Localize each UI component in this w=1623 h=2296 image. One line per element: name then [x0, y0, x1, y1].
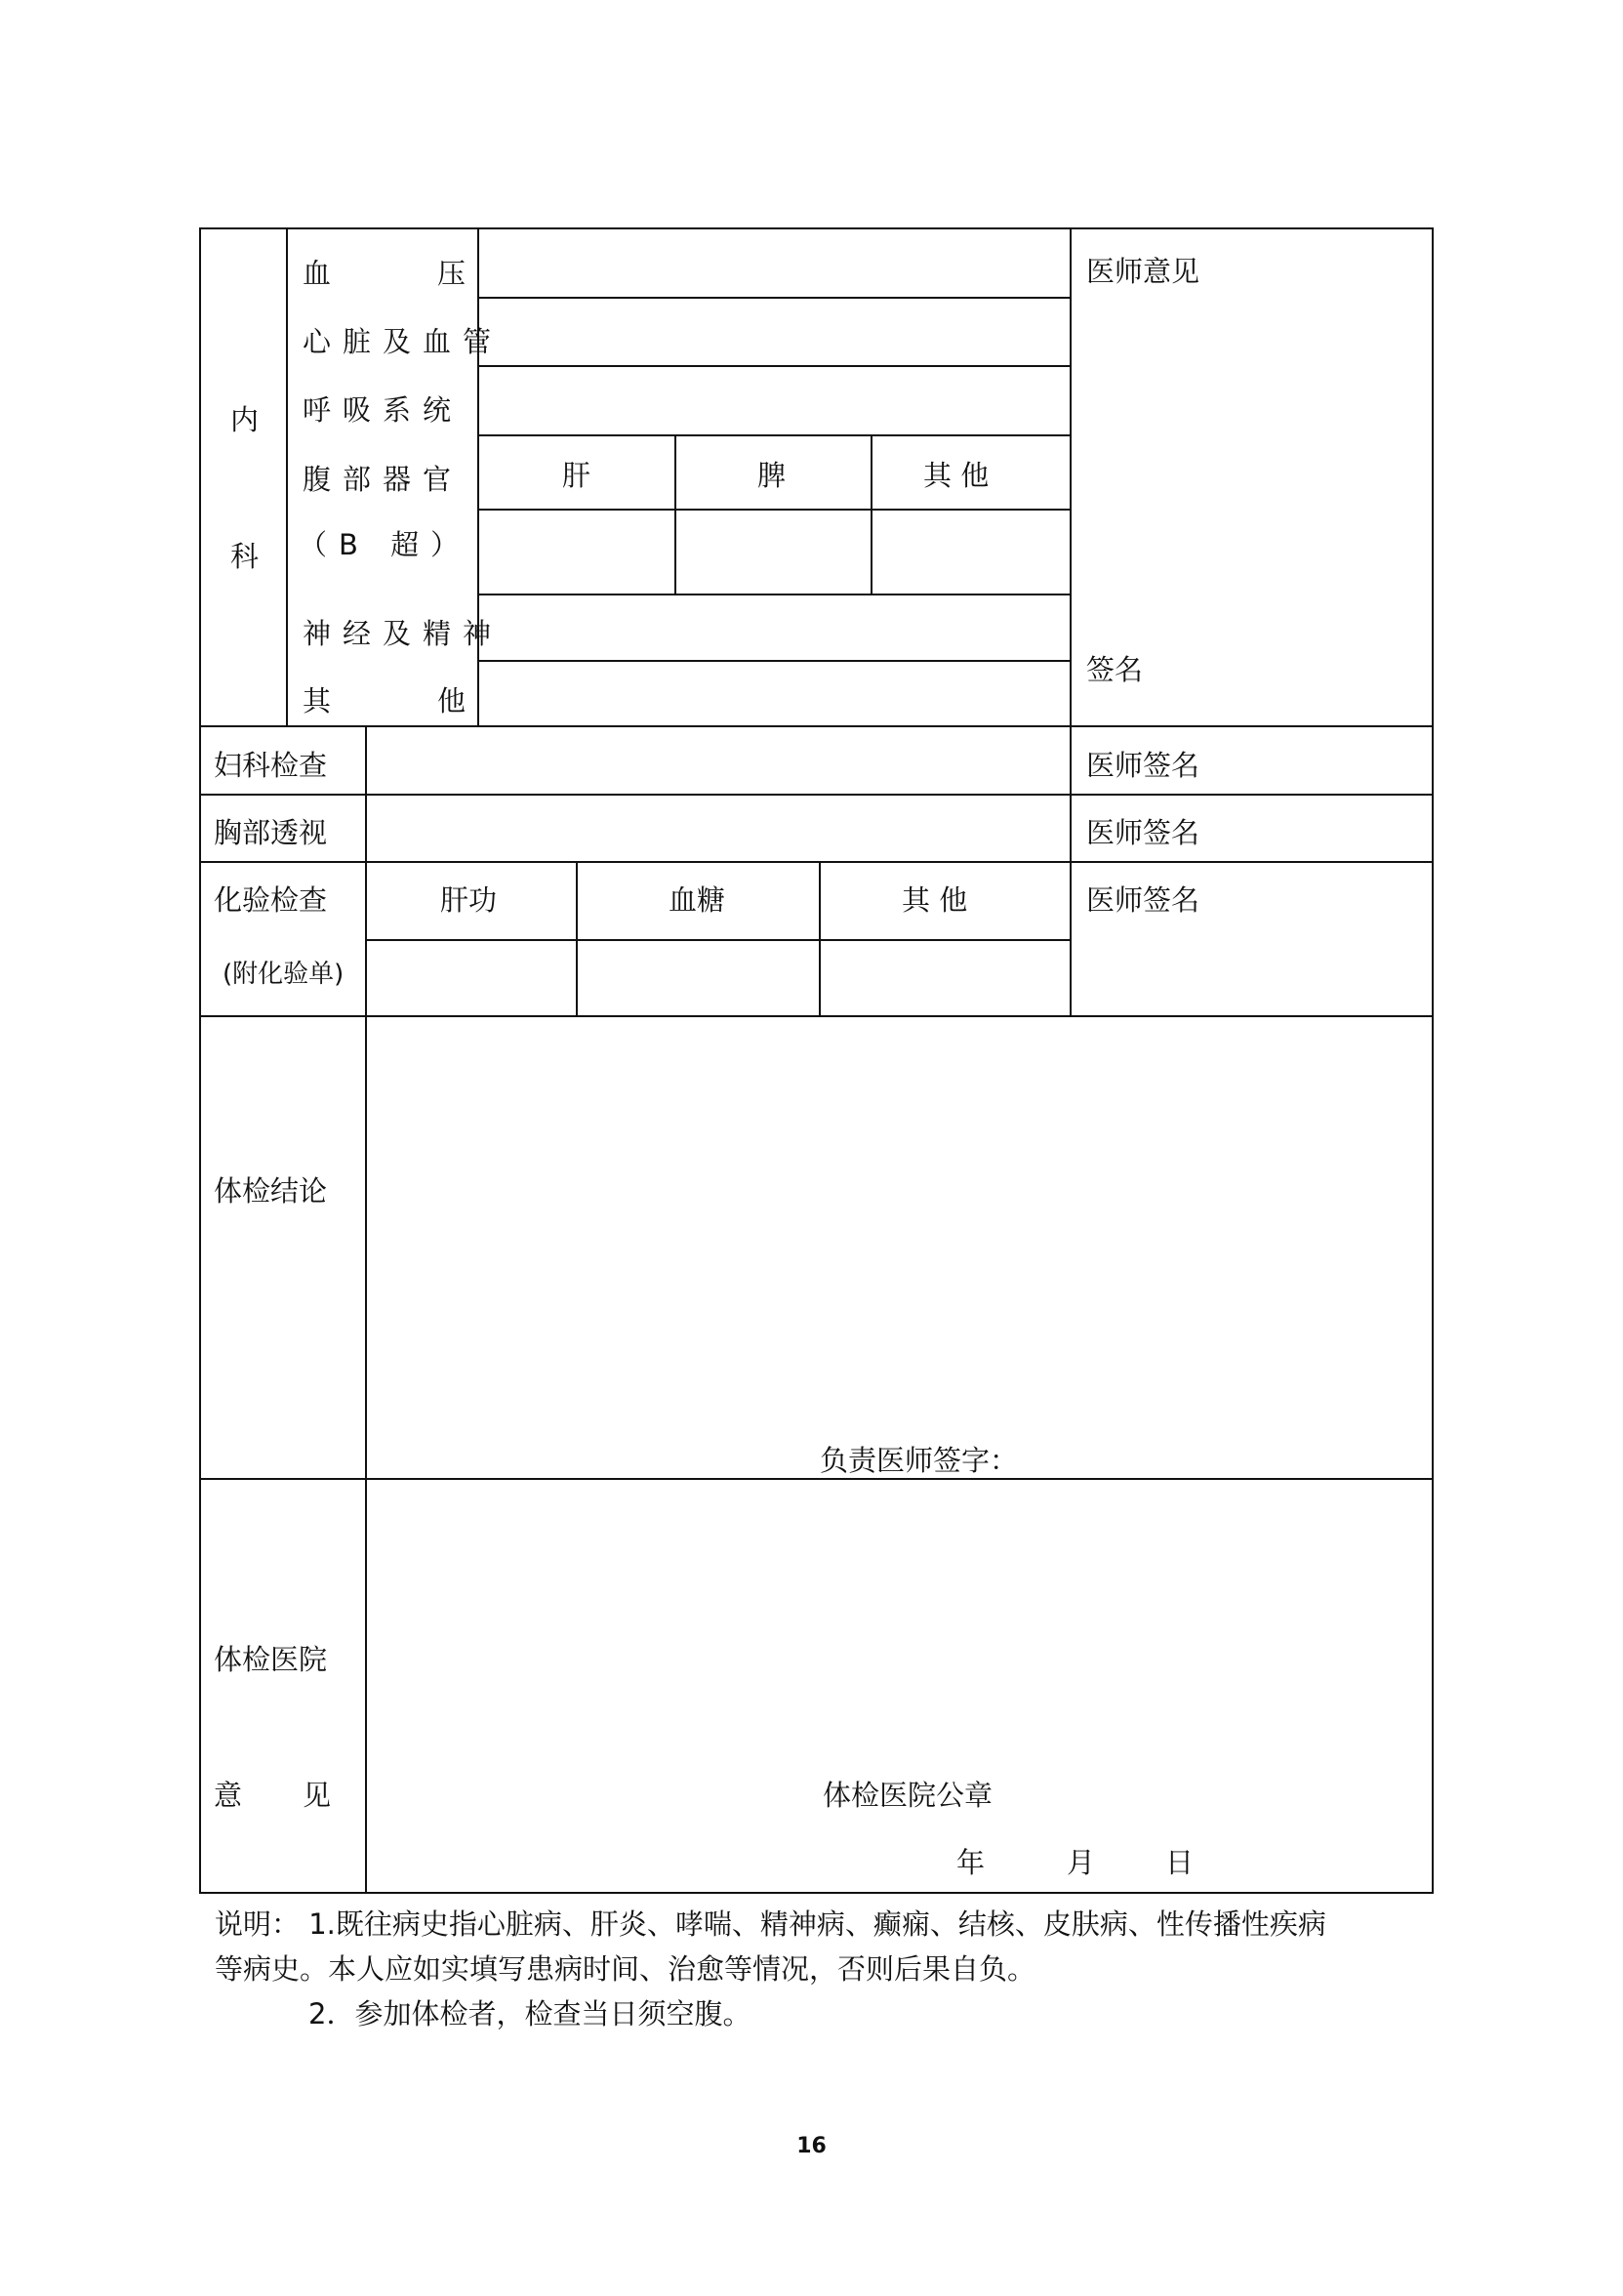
spleen-header: 脾: [757, 459, 787, 492]
ultrasound-label: （B 超）: [299, 528, 471, 561]
divider: [477, 509, 1070, 511]
divider: [477, 229, 479, 725]
nerve-label: 神经及精神: [303, 617, 504, 650]
chest-signature-label: 医师签名: [1086, 816, 1200, 849]
date-year: 年: [956, 1846, 986, 1879]
other-label-b: 他: [437, 684, 467, 718]
liver-function-header: 肝功: [440, 883, 498, 917]
blood-sugar-header: 血糖: [669, 883, 726, 917]
lab-sublabel: (附化验单): [223, 960, 345, 989]
conclusion-label: 体检结论: [214, 1174, 328, 1208]
blood-pressure-label-b: 压: [437, 257, 467, 290]
blood-pressure-label-a: 血: [303, 257, 332, 290]
responsible-doctor-sign: 负责医师签字：: [820, 1444, 1019, 1477]
medical-exam-form: [199, 227, 1434, 1894]
gyne-label: 妇科检查: [214, 749, 328, 782]
internal-label-2: 科: [230, 540, 260, 573]
note-line-3: 2．参加体检者，检查当日须空腹。: [308, 1997, 751, 2030]
divider: [201, 794, 1432, 796]
lab-label: 化验检查: [214, 883, 328, 917]
divider: [674, 434, 676, 594]
doctor-opinion-label: 医师意见: [1086, 255, 1200, 288]
divider: [477, 297, 1070, 299]
divider: [477, 434, 1070, 436]
divider: [365, 939, 1070, 941]
chest-label: 胸部透视: [214, 816, 328, 849]
internal-label-1: 内: [230, 403, 260, 436]
lab-signature-label: 医师签名: [1086, 883, 1200, 917]
divider: [1070, 229, 1072, 1015]
abdomen-label: 腹部器官: [303, 463, 464, 496]
date-month: 月: [1067, 1846, 1096, 1879]
divider: [819, 861, 821, 1015]
divider: [201, 1478, 1432, 1480]
opinion-label-a: 意: [214, 1779, 243, 1812]
divider: [286, 229, 288, 725]
note-line-2: 等病史。本人应如实填写患病时间、治愈等情况，否则后果自负。: [215, 1952, 1036, 1986]
divider: [477, 660, 1070, 662]
divider: [201, 1015, 1432, 1017]
date-day: 日: [1165, 1846, 1195, 1879]
divider: [201, 861, 1432, 863]
divider: [576, 861, 578, 1015]
divider: [477, 365, 1070, 367]
liver-header: 肝: [562, 459, 591, 492]
hospital-seal-label: 体检医院公章: [823, 1779, 994, 1812]
divider: [365, 725, 367, 1894]
signature-label: 签名: [1086, 653, 1144, 686]
notes: [215, 1902, 1444, 2036]
other-label-a: 其: [303, 684, 332, 718]
lab-other-header: 其 他: [902, 883, 968, 917]
opinion-label-b: 见: [303, 1779, 332, 1812]
divider: [477, 594, 1070, 595]
respiratory-label: 呼吸系统: [303, 393, 464, 427]
heart-vessel-label: 心脏及血管: [303, 325, 504, 358]
organ-other-header: 其 他: [923, 459, 990, 492]
note-line-1: 说明： 1.既往病史指心脏病、肝炎、哮喘、精神病、癫痫、结核、皮肤病、性传播性疾病: [215, 1907, 1326, 1941]
divider: [871, 434, 872, 594]
page-number: 16: [796, 2134, 827, 2158]
hospital-label: 体检医院: [214, 1643, 328, 1676]
gyne-signature-label: 医师签名: [1086, 749, 1200, 782]
divider: [201, 725, 1432, 727]
